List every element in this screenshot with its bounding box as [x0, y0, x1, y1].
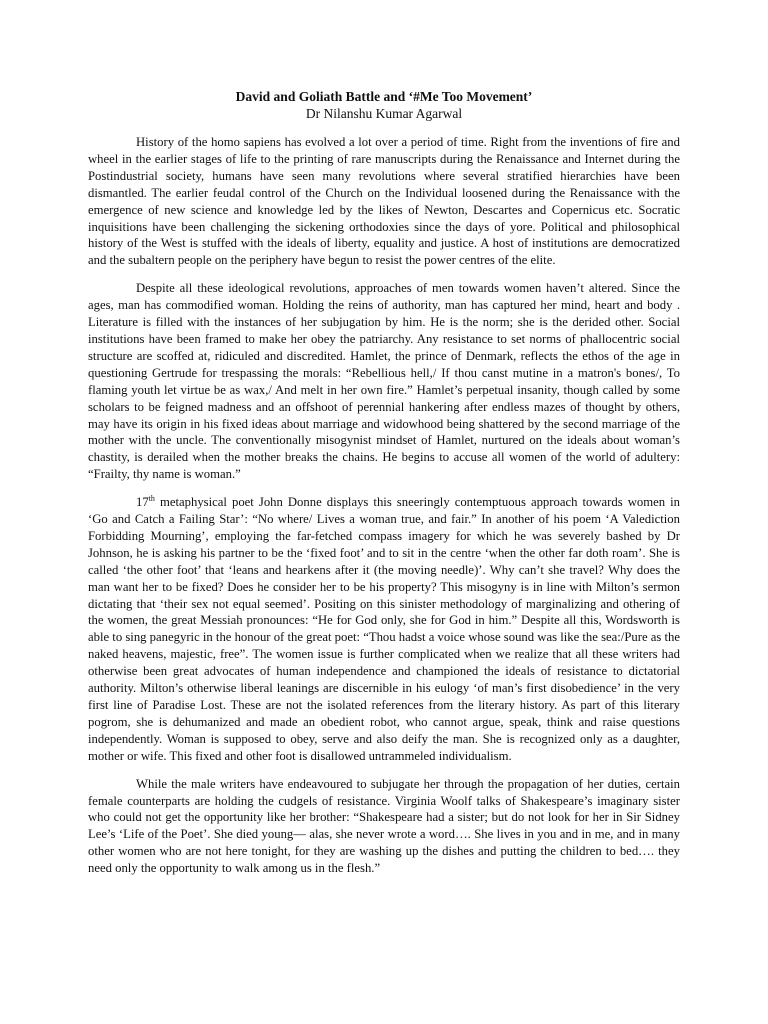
paragraph-4: While the male writers have endeavoured to subjugate her through the propagation of her duties, certain female counterparts are holding the cudgels of resistance. Virginia Woolf talks of Shakespeare’s imaginary sister who could not get the opportunity like her brother: “Shakespeare had a sister; but do not look for her in Sir Sidney Lee’s ‘Life of the Poet’. She died young— alas, she never wrote a word…. She lives in you and in me, and in many other women who are not here tonight, for they are washing up the dishes and putting the children to bed…. they need only the opportunity to walk among us in the flesh.” [88, 776, 680, 876]
paragraph-3 [88, 494, 680, 765]
document-title: David and Goliath Battle and ‘#Me Too Movement’ [235, 89, 533, 104]
ordinal-suffix: th [148, 493, 155, 503]
document-page [88, 88, 680, 888]
paragraph-3-text: metaphysical poet John Donne displays this sneeringly contemptuous approach towards women in ‘Go and Catch a Failing Star’: “No where/ Lives a woman true, and fair.” In another of his poem ‘A Valediction Forbidding Mourning’, employing the far-fetched compass imagery for which he was severely bashed by Dr Johnson, he is asking his partner to be the ‘fixed foot’ and to sit in the centre ‘when the other far doth roam’. She is called ‘the other foot’ that ‘leans and hearkens after it (the moving needle)’. Why can’t she travel? Why does the man want her to be fixed? Does he consider her to be his property? This misogyny is in line with Milton’s sermon dictating that ‘their sex not equal seemed’. Positing on this sinister methodology of marginalizing and othering of the women, the great Messiah pronounces: “He for God only, she for God in him.” Despite all this, Wordsworth is able to sing panegyric in the honour of the great poet: “Thou hadst a voice whose sound was like the sea:/Pure as the naked heavens, majestic, free”. The women issue is further complicated when we realize that all these writers had otherwise been great advocates of human independence and championed the ideals of resistance to dictatorial authority. Milton’s otherwise liberal leanings are discernible in his eulogy ‘of man’s first disobedience’ in the very first line of Paradise Lost. These are not the isolated references from the literary history. As part of this literary pogrom, she is dehumanized and made an obedient robot, who cannot argue, speak, think and raise questions independently. Woman is supposed to obey, serve and also deify the man. She is recognized only as a daughter, mother or wife. This fixed and other foot is disallowed untrammeled individualism. [88, 495, 680, 763]
paragraph-1: History of the homo sapiens has evolved a lot over a period of time. Right from the inventions of fire and wheel in the earlier stages of life to the printing of rare manuscripts during the Renaissance and Internet during the Postindustrial society, humans have seen many revolutions where several stratified hierarchies have been dismantled. The earlier feudal control of the Church on the Individual loosened during the Renaissance with the emergence of new science and knowledge led by the likes of Newton, Descartes and Copernicus etc. Socratic inquisitions have been challenging the sickening orthodoxies since the days of yore. Political and philosophical history of the West is stuffed with the ideals of liberty, equality and justice. A host of institutions are democratized and the subaltern people on the periphery have begun to resist the power centres of the elite. [88, 135, 680, 268]
paragraph-2: Despite all these ideological revolutions, approaches of men towards women haven’t altered. Since the ages, man has commodified woman. Holding the reins of authority, man has captured her mind, heart and body . Literature is filled with the instances of her subjugation by him. He is the norm; she is the derided other. Social institutions have been framed to make her obey the patriarchy. Any resistance to set norms of phallocentric social structure are scoffed at, ridiculed and discredited. Hamlet, the prince of Denmark, reflects the ethos of the age in questioning Gertrude for trespassing the morals: “Rebellious hell,/ If thou canst mutine in a matron's bones/, To flaming youth let virtue be as wax,/ And melt in her own fire.” Hamlet’s perpetual insanity, though called by some scholars to be feigned madness and an offshoot of perennial hankering after endless mazes of thought by others, may have its origin in his fixed ideas about marriage and widowhood being shattered by the second marriage of the mother with the uncle. The conventionally misogynist mindset of Hamlet, nurtured on the ideals about woman’s chastity, is derailed when the mother breaks the chains. He begins to accuse all women of the world of adultery: “Frailty, thy name is woman.” [88, 281, 680, 482]
century-number: 17 [136, 495, 149, 510]
document-author: Dr Nilanshu Kumar Agarwal [305, 106, 463, 121]
